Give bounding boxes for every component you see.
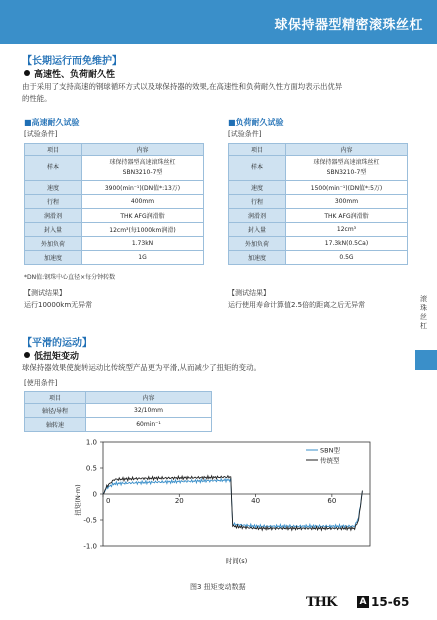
table-cell: 样本 xyxy=(229,156,286,181)
dn-note: *DN值:钢珠中心直径×每分钟转数 xyxy=(24,274,116,281)
x-tick-label: 20 xyxy=(174,497,184,505)
table-header-row xyxy=(25,392,212,404)
page-header xyxy=(0,0,437,44)
cell-line: SBN3210-7型 xyxy=(122,169,163,176)
table-cell: 外加负荷 xyxy=(25,237,82,251)
table-cell: 速度 xyxy=(25,181,82,195)
table-row xyxy=(25,251,204,265)
table-header: 项目 xyxy=(25,144,82,156)
table-row xyxy=(229,251,408,265)
subtitle-durability xyxy=(24,67,115,80)
load-table xyxy=(228,143,408,265)
table-header: 内容 xyxy=(82,144,204,156)
table-row xyxy=(25,223,204,237)
y-axis-label: 扭矩(N·m) xyxy=(74,484,82,516)
y-tick-label: -1.0 xyxy=(83,542,97,551)
page-number: 15-65 xyxy=(371,595,410,609)
thk-logo: THK xyxy=(306,595,337,610)
table-cell: 1G xyxy=(82,251,204,265)
table-cell: 60min⁻¹ xyxy=(86,418,212,432)
legend-label: SBN型 xyxy=(320,446,340,455)
table-row xyxy=(229,237,408,251)
x-axis-label: 时间(s) xyxy=(225,557,248,565)
table-cell: 1.73kN xyxy=(82,237,204,251)
x-tick-label: 60 xyxy=(327,497,337,505)
table-cell: 润滑剂 xyxy=(229,209,286,223)
load-title: ■负荷耐久试验 xyxy=(228,118,284,127)
para-line: 由于采用了支持高速的钢球循环方式以及球保持器的效果,在高速性和负荷耐久性方面均表示出优异 xyxy=(22,82,343,91)
subtitle-low-torque xyxy=(24,349,79,362)
table-row xyxy=(229,223,408,237)
table-row xyxy=(25,237,204,251)
series-line-2 xyxy=(103,476,362,530)
table-cell: 加速度 xyxy=(25,251,82,265)
high-speed-table xyxy=(24,143,204,265)
y-tick-label: -0.5 xyxy=(83,516,97,525)
table-cell: 速度 xyxy=(229,181,286,195)
table-cell: 行程 xyxy=(25,195,82,209)
page-prefix-badge: A xyxy=(357,596,369,608)
table-cell xyxy=(286,156,408,181)
table-cell: 17.3kN(0.5Ca) xyxy=(286,237,408,251)
table-header-row xyxy=(25,144,204,156)
table-cell: 轴径/导程 xyxy=(25,404,86,418)
table-cell: 0.5G xyxy=(286,251,408,265)
table-header: 内容 xyxy=(286,144,408,156)
intro-paragraph xyxy=(22,81,422,105)
page-title: 球保持器型精密滚珠丝杠 xyxy=(274,18,423,33)
bullet-icon xyxy=(24,352,30,358)
table-cell: THK AFG润滑脂 xyxy=(82,209,204,223)
table-cell: THK AFG润滑脂 xyxy=(286,209,408,223)
high-speed-result-text: 运行10000km无异常 xyxy=(24,301,93,309)
table-header: 项目 xyxy=(229,144,286,156)
table-row xyxy=(229,209,408,223)
cell-line: 球保持器型高速滚珠丝杠 xyxy=(109,159,176,166)
table-cell: 润滑剂 xyxy=(25,209,82,223)
subtitle-text: 高速性、负荷耐久性 xyxy=(34,70,116,80)
table-cell: 加速度 xyxy=(229,251,286,265)
table-cell xyxy=(82,156,204,181)
load-result-label: 【测试结果】 xyxy=(228,289,270,297)
y-tick-label: 0 xyxy=(92,490,97,499)
table-cell: 封入量 xyxy=(229,223,286,237)
table-row xyxy=(229,195,408,209)
side-tab-marker xyxy=(415,350,437,370)
table-cell: 轴转速 xyxy=(25,418,86,432)
section-title-maintenance: 【长期运行而免维护】 xyxy=(22,56,122,67)
table-cell: 12cm³ xyxy=(286,223,408,237)
high-speed-title: ■高速耐久试验 xyxy=(24,118,80,127)
table-cell: 1500(min⁻¹)(DN值*:5万) xyxy=(286,181,408,195)
torque-chart xyxy=(0,430,400,580)
table-cell: 3900(min⁻¹)(DN值*:13万) xyxy=(82,181,204,195)
table-cell: 12cm³(每1000km润滑) xyxy=(82,223,204,237)
para-line: 的性能。 xyxy=(22,94,52,103)
x-tick-label: 40 xyxy=(251,497,261,505)
table-row xyxy=(229,181,408,195)
table-row xyxy=(229,156,408,181)
table-row xyxy=(25,156,204,181)
table-row xyxy=(25,195,204,209)
cell-line: 球保持器型高速滚珠丝杠 xyxy=(313,159,380,166)
cell-line: SBN3210-7型 xyxy=(326,169,367,176)
table-row xyxy=(25,209,204,223)
table-cell: 样本 xyxy=(25,156,82,181)
table-cell: 400mm xyxy=(82,195,204,209)
section-title-smooth: 【平滑的运动】 xyxy=(22,338,92,349)
high-speed-cond-label: [试验条件] xyxy=(24,130,58,138)
bullet-icon xyxy=(24,70,30,76)
table-cell: 外加负荷 xyxy=(229,237,286,251)
x-tick-label: 0 xyxy=(106,497,111,505)
table-cell: 行程 xyxy=(229,195,286,209)
chart-caption: 图3 扭矩变动数据 xyxy=(190,583,246,591)
y-tick-label: 0.5 xyxy=(85,464,97,473)
usage-cond-label: [使用条件] xyxy=(24,379,58,387)
table-header: 内容 xyxy=(86,392,212,404)
load-result-text: 运行使用寿命计算值2.5倍的距离之后无异常 xyxy=(228,301,366,309)
table-cell: 300mm xyxy=(286,195,408,209)
y-tick-label: 1.0 xyxy=(85,438,97,447)
table-header: 项目 xyxy=(25,392,86,404)
legend-label: 传统型 xyxy=(320,456,340,465)
high-speed-result-label: 【测试结果】 xyxy=(24,289,66,297)
table-row xyxy=(25,181,204,195)
subtitle-text: 低扭矩变动 xyxy=(34,352,80,362)
smooth-paragraph: 球保持器效果使旋转运动比传统型产品更为平滑,从而减少了扭矩的变动。 xyxy=(22,363,261,372)
load-cond-label: [试验条件] xyxy=(228,130,262,138)
table-cell: 封入量 xyxy=(25,223,82,237)
table-cell: 32/10mm xyxy=(86,404,212,418)
usage-table xyxy=(24,391,212,432)
table-row xyxy=(25,404,212,418)
table-header-row xyxy=(229,144,408,156)
side-label: 滚珠丝杠 xyxy=(420,295,427,330)
